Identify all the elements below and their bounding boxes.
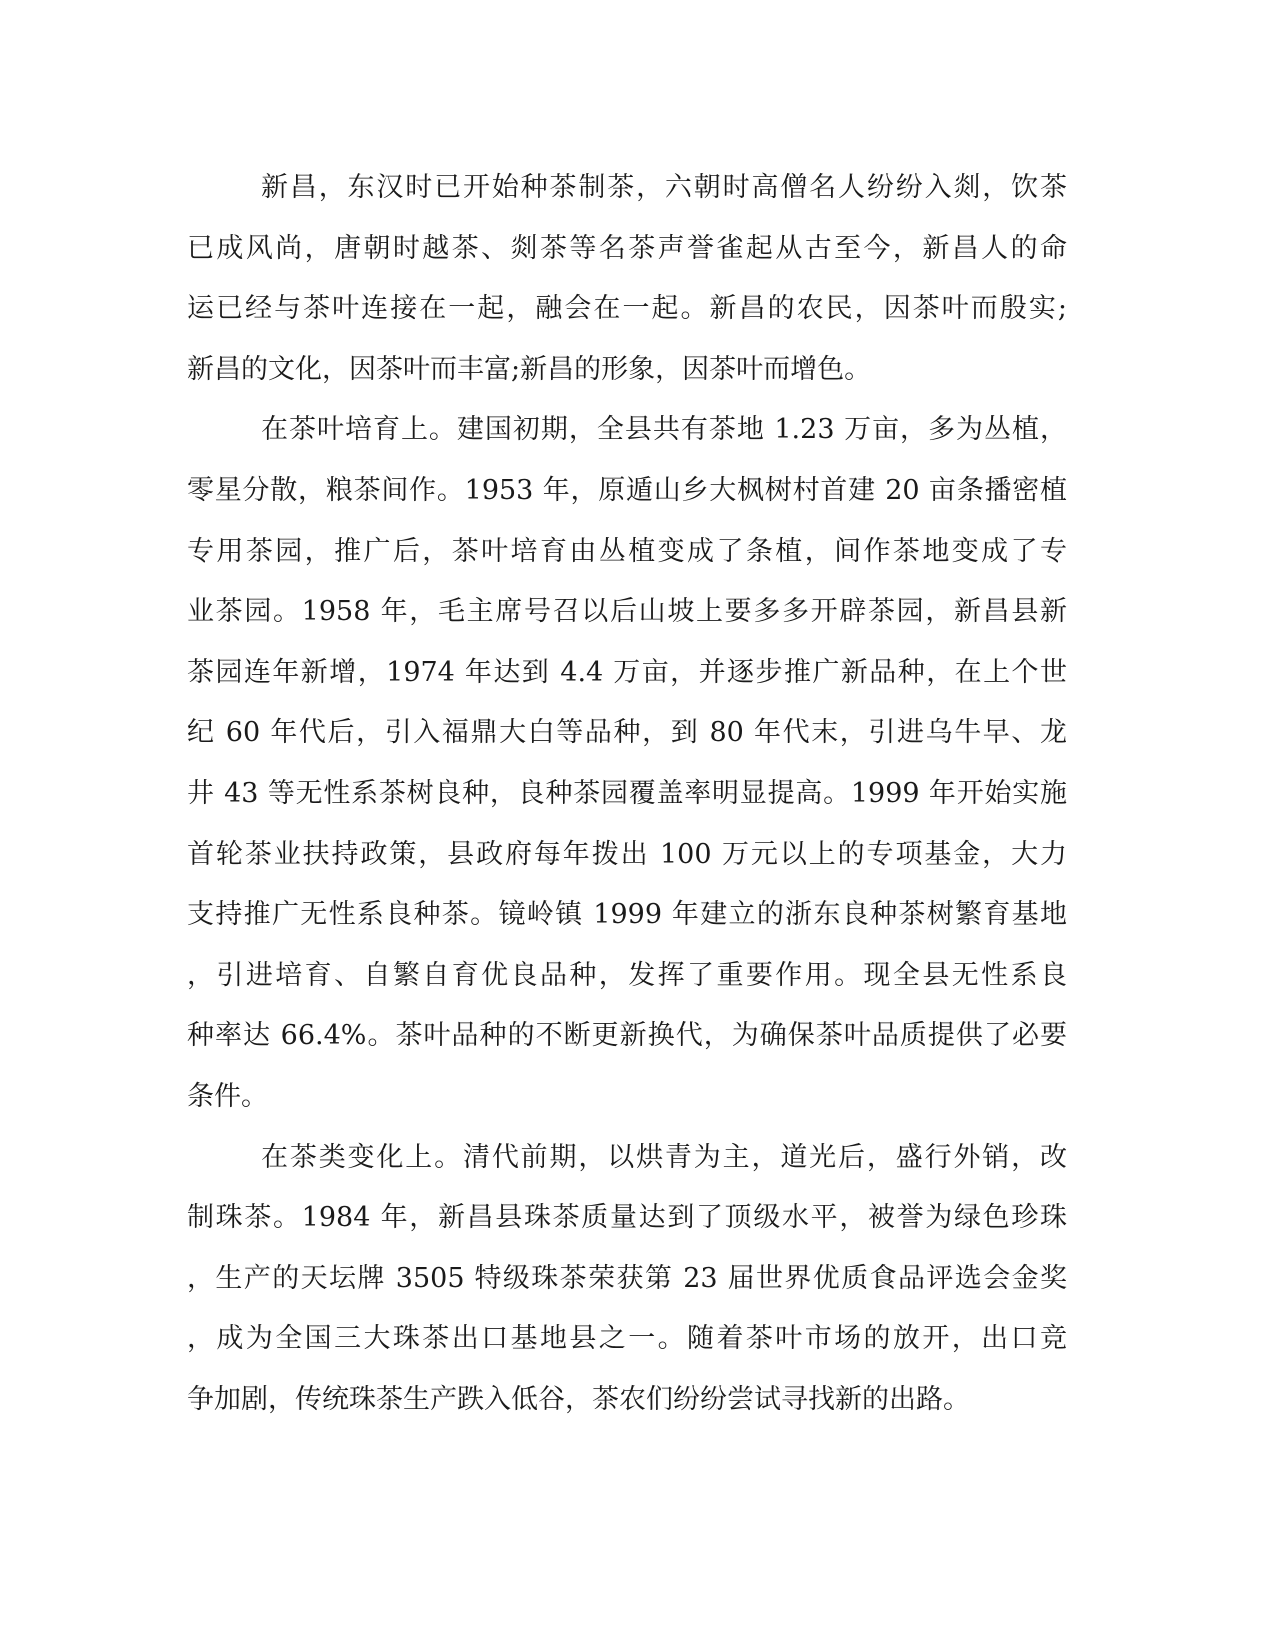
text-line: 种率达 66.4%。茶叶品种的不断更新换代，为确保茶叶品质提供了必要 bbox=[187, 1020, 1067, 1052]
text-line: 条件。 bbox=[187, 1080, 268, 1112]
text-line: 首轮茶业扶持政策，县政府每年拨出 100 万元以上的专项基金，大力 bbox=[187, 838, 1067, 870]
text-line: 在茶叶培育上。建国初期，全县共有茶地 1.23 万亩，多为丛植， bbox=[261, 414, 1067, 446]
text-line: 纪 60 年代后，引入福鼎大白等品种，到 80 年代末，引进乌牛早、龙 bbox=[187, 717, 1067, 749]
text-line: 已成风尚，唐朝时越茶、剡茶等名茶声誉雀起从古至今，新昌人的命 bbox=[187, 232, 1067, 264]
text-line: ，引进培育、自繁自育优良品种，发挥了重要作用。现全县无性系良 bbox=[187, 959, 1067, 991]
text-line: 在茶类变化上。清代前期，以烘青为主，道光后，盛行外销，改 bbox=[261, 1141, 1067, 1173]
text-line: 新昌的文化，因茶叶而丰富;新昌的形象，因茶叶而增色。 bbox=[187, 353, 872, 385]
text-line: 茶园连年新增，1974 年达到 4.4 万亩，并逐步推广新品种，在上个世 bbox=[187, 656, 1067, 688]
document-body bbox=[187, 158, 1067, 1430]
text-line: 专用茶园，推广后，茶叶培育由丛植变成了条植，间作茶地变成了专 bbox=[187, 535, 1067, 567]
text-line: 制珠茶。1984 年，新昌县珠茶质量达到了顶级水平，被誉为绿色珍珠 bbox=[187, 1202, 1067, 1234]
text-line: ，成为全国三大珠茶出口基地县之一。随着茶叶市场的放开，出口竞 bbox=[187, 1323, 1067, 1355]
paragraph-1 bbox=[187, 158, 1067, 400]
text-line: 业茶园。1958 年，毛主席号召以后山坡上要多多开辟茶园，新昌县新 bbox=[187, 596, 1067, 628]
text-line: 支持推广无性系良种茶。镜岭镇 1999 年建立的浙东良种茶树繁育基地 bbox=[187, 899, 1067, 931]
text-line: 新昌，东汉时已开始种茶制茶，六朝时高僧名人纷纷入剡，饮茶 bbox=[261, 172, 1067, 203]
paragraph-3 bbox=[187, 1128, 1067, 1431]
text-line: 井 43 等无性系茶树良种，良种茶园覆盖率明显提高。1999 年开始实施 bbox=[187, 777, 1067, 809]
text-line: 争加剧，传统珠茶生产跌入低谷，茶农们纷纷尝试寻找新的出路。 bbox=[187, 1383, 970, 1415]
text-line: 零星分散，粮茶间作。1953 年，原遁山乡大枫树村首建 20 亩条播密植 bbox=[187, 474, 1067, 506]
text-line: ，生产的天坛牌 3505 特级珠茶荣获第 23 届世界优质食品评选会金奖 bbox=[187, 1262, 1067, 1294]
text-line: 运已经与茶叶连接在一起，融会在一起。新昌的农民，因茶叶而殷实; bbox=[187, 293, 1067, 325]
paragraph-2 bbox=[187, 400, 1067, 1127]
